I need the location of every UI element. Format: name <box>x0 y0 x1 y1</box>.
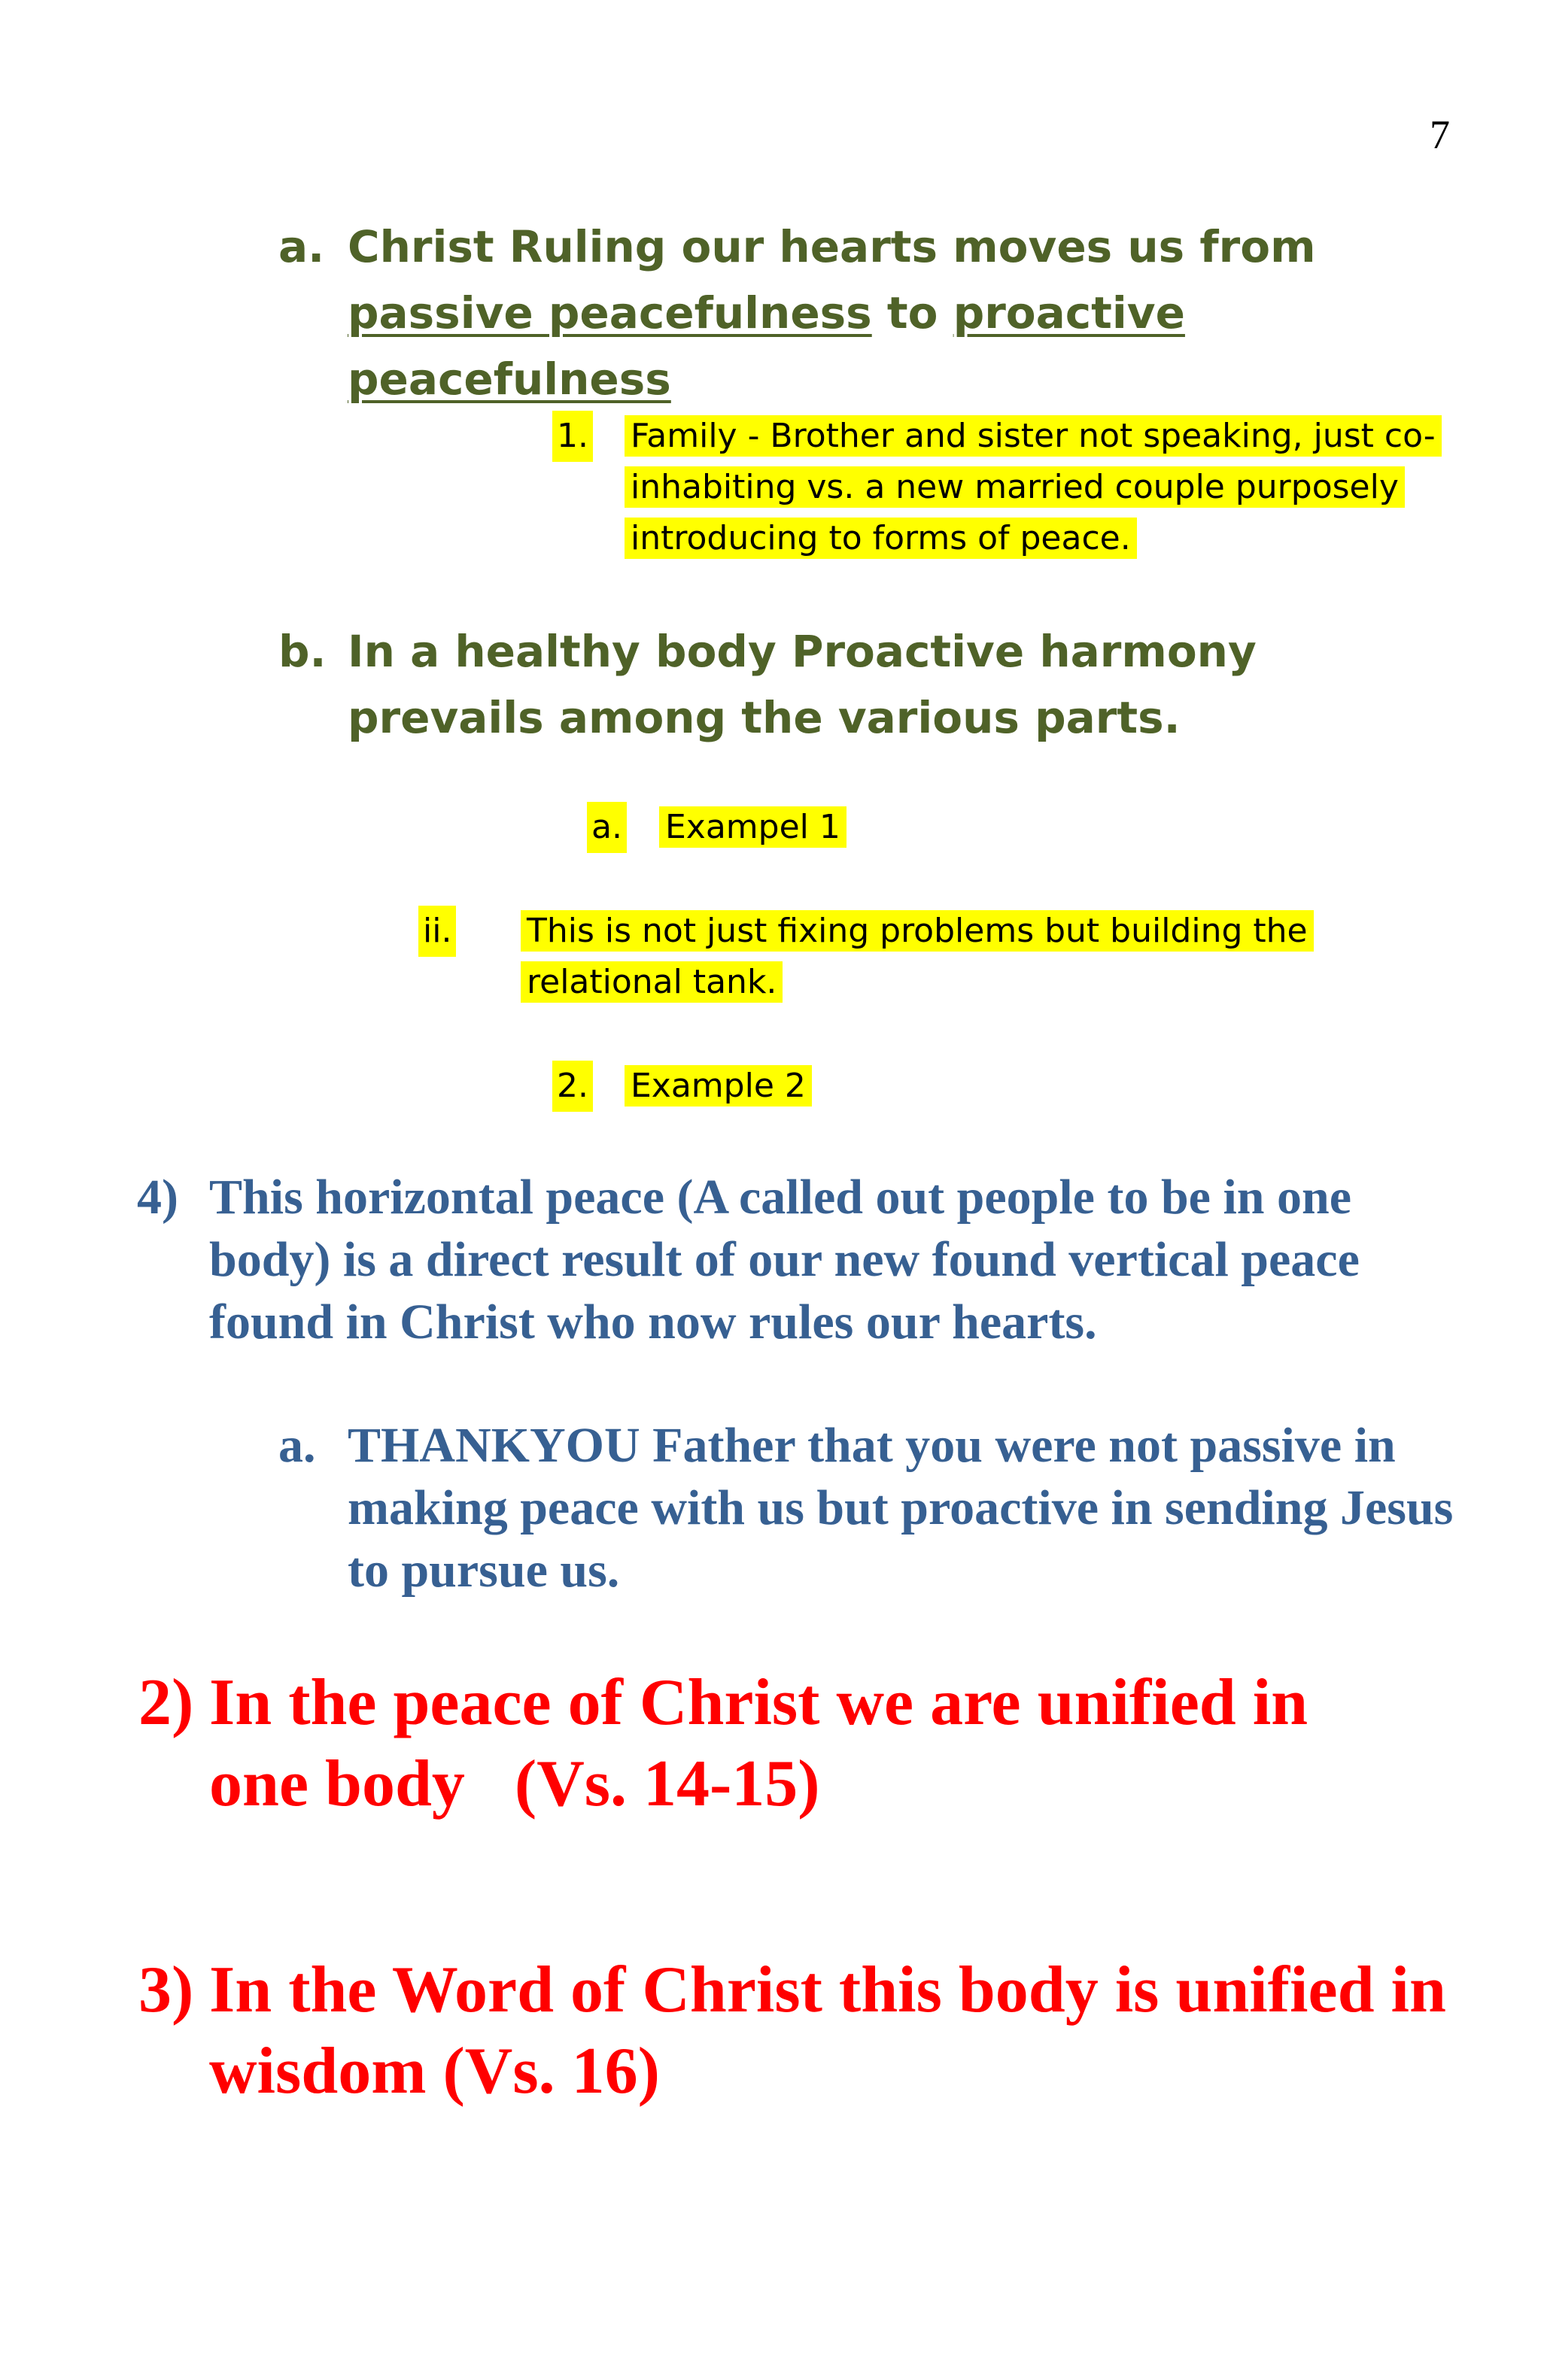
heading-3-marker: 3) <box>138 1953 194 2026</box>
point-4 <box>137 1166 1473 1353</box>
example-ii-line: This is not just fixing problems but building the <box>521 906 1424 957</box>
heading-3-text: In the Word of Christ this body is unified in wisdom (Vs. 16) <box>209 1953 1446 2108</box>
point-4-marker: 4) <box>137 1170 178 1225</box>
example-1-marker: 1. <box>552 411 593 462</box>
section-a-underline-2: proactive peacefulness <box>348 287 1185 405</box>
point-4-text: This horizontal peace (A called out people to be in one body) is a direct result of our new found vertical peace found in Christ who now rules our hearts. <box>209 1170 1360 1349</box>
point-4a-text: THANKYOU Father that you were not passive in making peace with us but proactive in sending Jesus to pursue us. <box>348 1418 1454 1598</box>
example-1-line: Family - Brother and sister not speaking, just co- <box>625 411 1467 462</box>
example-ii-marker: ii. <box>418 906 456 957</box>
page-number: 7 <box>1430 112 1450 157</box>
section-b-marker: b. <box>278 626 327 677</box>
heading-2 <box>138 1662 1398 1825</box>
point-4a <box>278 1414 1454 1601</box>
example-2-text: Example 2 <box>625 1065 812 1107</box>
heading-2-marker: 2) <box>138 1666 194 1739</box>
example-2-marker: 2. <box>552 1061 593 1112</box>
section-b <box>278 618 1401 751</box>
section-a-marker: a. <box>278 221 325 272</box>
example-ii-line: relational tank. <box>521 957 1424 1008</box>
example-a <box>591 802 846 853</box>
example-1 <box>557 411 1467 564</box>
example-a-marker: a. <box>587 802 627 853</box>
section-a <box>278 214 1446 412</box>
example-1-line: introducing to forms of peace. <box>625 513 1467 564</box>
example-a-text: Exampel 1 <box>659 806 846 848</box>
heading-2-text: In the peace of Christ we are unified in one body (Vs. 14-15) <box>209 1666 1325 1820</box>
section-a-underline-1: passive peacefulness <box>348 287 872 338</box>
heading-3 <box>138 1950 1473 2112</box>
section-b-text: In a healthy body Proactive harmony prevails among the various parts. <box>348 626 1257 743</box>
example-ii <box>423 906 1424 1008</box>
example-2 <box>557 1061 812 1112</box>
section-a-text-1: Christ Ruling our hearts moves us from <box>348 221 1316 272</box>
point-4a-marker: a. <box>278 1418 316 1473</box>
example-1-line: inhabiting vs. a new married couple purposely <box>625 462 1467 513</box>
section-a-text-2: to <box>871 287 953 338</box>
